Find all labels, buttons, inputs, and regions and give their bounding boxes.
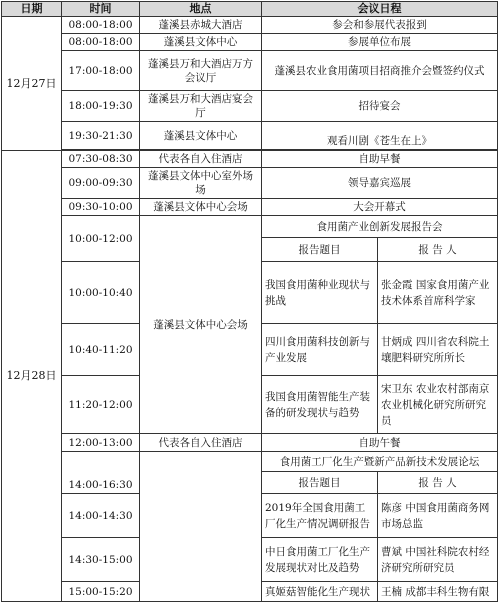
- location-cell: 蓬溪县文体中心会场: [140, 216, 262, 434]
- table-row: [2, 434, 498, 452]
- table-row: [2, 122, 498, 150]
- talk-speaker: 王楠 成都丰科生物有限: [378, 582, 498, 602]
- talk-speaker: 甘炳成 四川省农科院土壤肥料研究所所长: [378, 324, 498, 376]
- header-location: 地点: [140, 2, 262, 17]
- time-cell: 12:00-13:00: [62, 434, 140, 452]
- date-cell-day1: 12月27日: [2, 17, 62, 151]
- time-cell: 10:00-12:00: [62, 216, 140, 262]
- agenda-cell: 观看川剧《苍生在上》: [262, 122, 498, 150]
- time-cell: 09:30-10:00: [62, 199, 140, 216]
- time-cell: 11:20-12:00: [62, 376, 140, 434]
- talk-speaker: 陈彦 中国食用菌商务网市场总监: [378, 494, 498, 538]
- location-cell-empty: [140, 452, 262, 602]
- talk-topic: 2019年全国食用菌工厂化生产情况调研报告: [262, 494, 378, 538]
- header-agenda: 会议日程: [262, 2, 498, 17]
- location-cell: 蓬溪县赤城大酒店: [140, 17, 262, 34]
- talk-speaker: 宋卫东 农业农村部南京农业机械化研究所研究员: [378, 376, 498, 434]
- location-cell: 蓬溪县文体中心: [140, 122, 262, 150]
- agenda-cell: 参会和参展代表报到: [262, 17, 498, 34]
- table-row: [2, 91, 498, 122]
- session-title: 食用菌产业创新发展报告会: [262, 216, 498, 238]
- agenda-cell: 参展单位布展: [262, 34, 498, 51]
- agenda-cell: 招待宴会: [262, 91, 498, 122]
- talk-topic: 中日食用菌工厂化生产发展现状对比及趋势: [262, 538, 378, 582]
- table-row: [2, 17, 498, 34]
- location-cell: 代表各自入住酒店: [140, 434, 262, 452]
- table-row: [2, 151, 498, 168]
- time-cell: 19:30-21:30: [62, 122, 140, 150]
- table-row: [2, 216, 498, 238]
- table-row: [2, 51, 498, 91]
- col-topic-header: 报告题目: [262, 238, 378, 262]
- col-speaker-header: 报 告 人: [378, 238, 498, 262]
- location-cell: 蓬溪县万和大酒店万方会议厅: [140, 51, 262, 91]
- date-cell-day2: 12月28日: [2, 151, 62, 602]
- talk-topic: 我国食用菌种业现状与挑战: [262, 262, 378, 324]
- agenda-cell: 大会开幕式: [262, 199, 498, 216]
- table-row: [2, 168, 498, 199]
- agenda-cell: 自助早餐: [262, 151, 498, 168]
- talk-topic: 真姬菇智能化生产现状: [262, 582, 378, 602]
- time-cell: 08:00-18:00: [62, 34, 140, 51]
- talk-speaker: 曹斌 中国社科院农村经济研究所研究员: [378, 538, 498, 582]
- agenda-cell: 自助午餐: [262, 434, 498, 452]
- table-row: [2, 34, 498, 51]
- talk-topic: 四川食用菌科技创新与产业发展: [262, 324, 378, 376]
- time-cell: 10:00-10:40: [62, 262, 140, 324]
- session-title: 食用菌工厂化生产暨新产品新技术发展论坛: [262, 452, 498, 472]
- time-cell: 18:00-19:30: [62, 91, 140, 122]
- time-cell: 07:30-08:30: [62, 151, 140, 168]
- time-cell: 17:00-18:00: [62, 51, 140, 91]
- time-cell: 10:40-11:20: [62, 324, 140, 376]
- location-cell: 代表各自入住酒店: [140, 151, 262, 168]
- agenda-cell: 蓬溪县农业食用菌项目招商推介会暨签约仪式: [262, 51, 498, 91]
- time-cell: 14:00-16:30: [62, 452, 140, 494]
- talk-topic: 我国食用菌智能生产装备的研发现状与趋势: [262, 376, 378, 434]
- location-cell: 蓬溪县文体中心室外场场: [140, 168, 262, 199]
- table-row: [2, 199, 498, 216]
- header-row: [2, 2, 498, 17]
- time-cell: 15:00-15:20: [62, 582, 140, 602]
- header-time: 时间: [62, 2, 140, 17]
- time-cell: 14:30-15:00: [62, 538, 140, 582]
- agenda-cell: 领导嘉宾巡展: [262, 168, 498, 199]
- col-topic-header: 报告题目: [262, 472, 378, 494]
- location-cell: 蓬溪县文体中心会场: [140, 199, 262, 216]
- time-cell: 08:00-18:00: [62, 17, 140, 34]
- talk-speaker: 张金霞 国家食用菌产业技术体系首席科学家: [378, 262, 498, 324]
- time-cell: 09:00-09:30: [62, 168, 140, 199]
- location-cell: 蓬溪县万和大酒店宴会厅: [140, 91, 262, 122]
- schedule-table: [1, 1, 498, 602]
- table-row: [2, 452, 498, 472]
- header-date: 日期: [2, 2, 62, 17]
- time-cell: 14:00-14:30: [62, 494, 140, 538]
- location-cell: 蓬溪县文体中心: [140, 34, 262, 51]
- col-speaker-header: 报 告 人: [378, 472, 498, 494]
